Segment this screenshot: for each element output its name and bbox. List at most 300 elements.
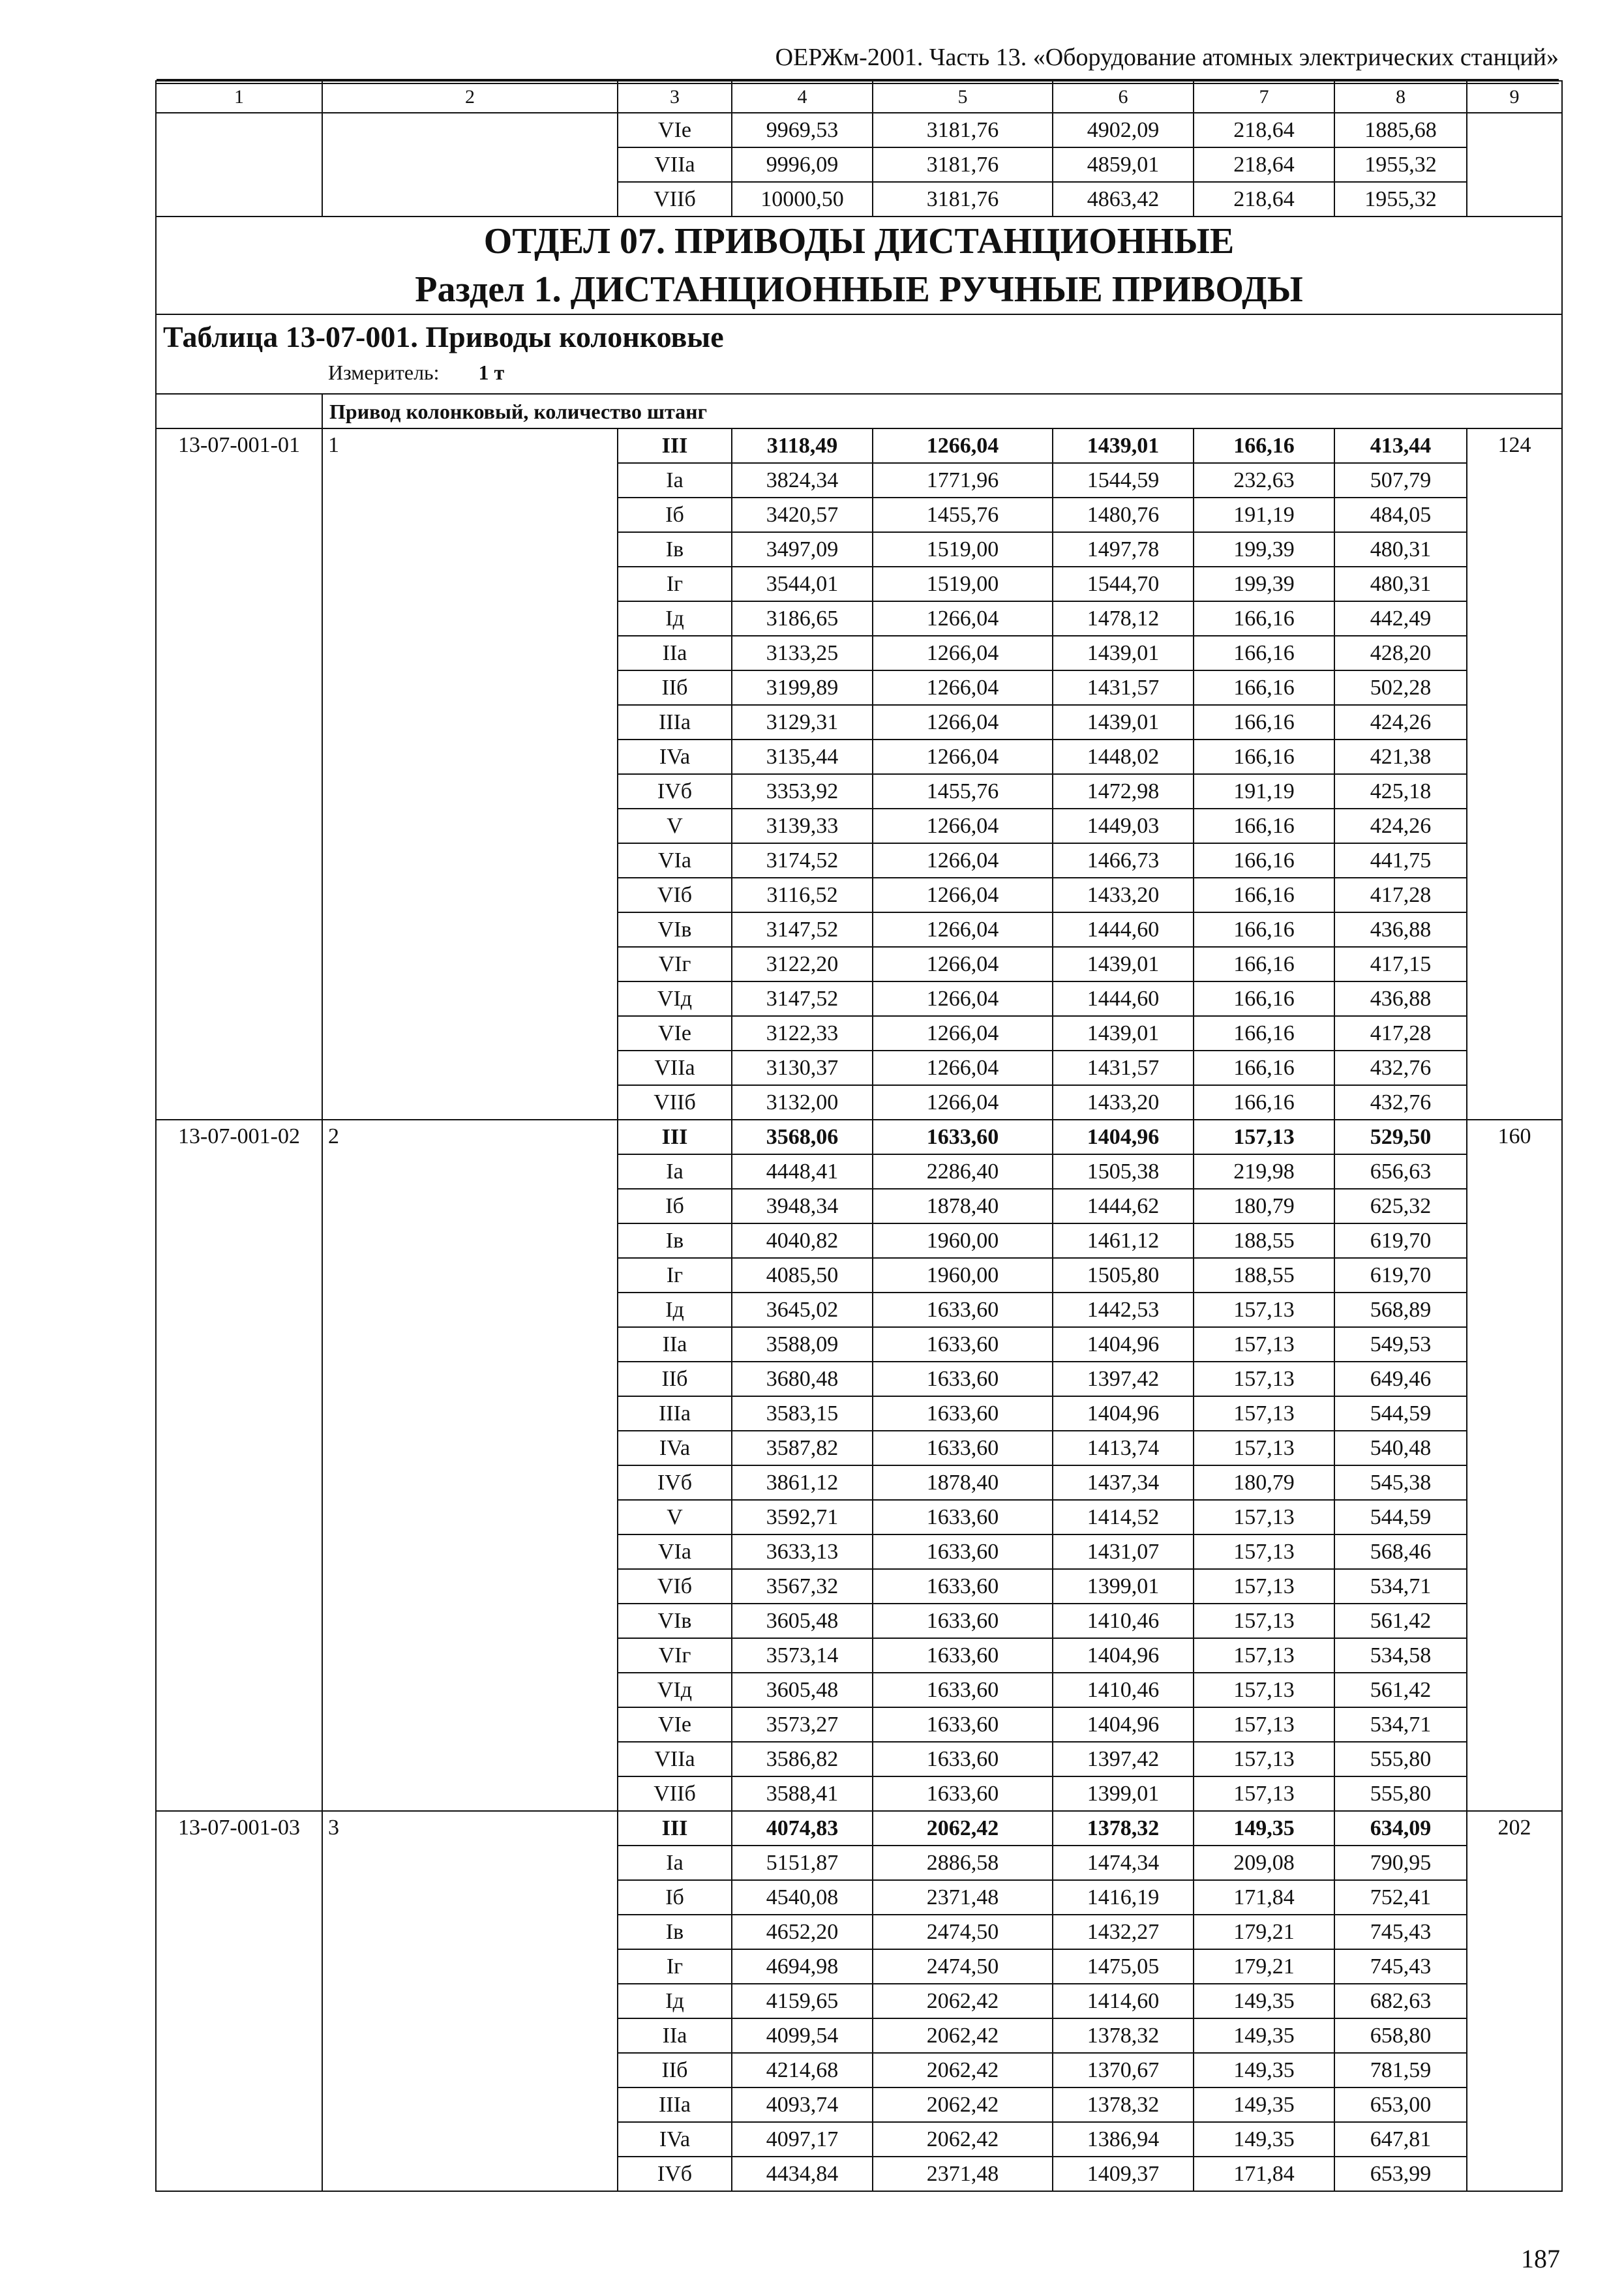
value-cell: 544,59	[1334, 1500, 1467, 1534]
value-cell: 4540,08	[732, 1880, 873, 1915]
value-cell: 1266,04	[873, 878, 1053, 912]
value-cell: 171,84	[1194, 1880, 1334, 1915]
value-cell: 218,64	[1194, 113, 1334, 147]
zone-cell: Iв	[618, 532, 732, 567]
value-cell: 1633,60	[873, 1362, 1053, 1396]
table-title-cell	[156, 314, 1562, 394]
quantity-cell: 3	[322, 1811, 618, 2191]
quantity-cell	[322, 113, 618, 217]
value-cell: 188,55	[1194, 1223, 1334, 1258]
value-cell: 2062,42	[873, 2087, 1053, 2122]
price-table	[155, 80, 1563, 2192]
table-title-row	[156, 314, 1562, 394]
value-cell: 442,49	[1334, 601, 1467, 636]
value-cell: 1266,04	[873, 981, 1053, 1016]
value-cell: 149,35	[1194, 2122, 1334, 2157]
value-cell: 3139,33	[732, 809, 873, 843]
zone-cell: IIIa	[618, 2087, 732, 2122]
value-cell: 1266,04	[873, 912, 1053, 947]
value-cell: 219,98	[1194, 1154, 1334, 1189]
value-cell: 3186,65	[732, 601, 873, 636]
zone-cell: VIa	[618, 1534, 732, 1569]
value-cell: 1885,68	[1334, 113, 1467, 147]
value-cell: 3645,02	[732, 1293, 873, 1327]
value-cell: 1410,46	[1053, 1673, 1194, 1707]
value-cell: 166,16	[1194, 981, 1334, 1016]
value-cell: 1442,53	[1053, 1293, 1194, 1327]
zone-cell: IIa	[618, 636, 732, 670]
value-cell: 2371,48	[873, 1880, 1053, 1915]
value-cell: 157,13	[1194, 1776, 1334, 1811]
value-cell: 166,16	[1194, 740, 1334, 774]
value-cell: 199,39	[1194, 567, 1334, 601]
value-cell: 1444,62	[1053, 1189, 1194, 1223]
zone-cell: VIIб	[618, 1776, 732, 1811]
zone-cell: VIe	[618, 1707, 732, 1742]
value-cell: 3147,52	[732, 912, 873, 947]
zone-cell: Iб	[618, 1189, 732, 1223]
value-cell: 421,38	[1334, 740, 1467, 774]
value-cell: 507,79	[1334, 463, 1467, 498]
zone-cell: VIб	[618, 1569, 732, 1604]
zone-cell: Iд	[618, 1293, 732, 1327]
value-cell: 191,19	[1194, 774, 1334, 809]
value-cell: 436,88	[1334, 981, 1467, 1016]
value-cell: 9996,09	[732, 147, 873, 182]
value-cell: 417,28	[1334, 878, 1467, 912]
value-cell: 4085,50	[732, 1258, 873, 1293]
value-cell: 625,32	[1334, 1189, 1467, 1223]
value-cell: 561,42	[1334, 1604, 1467, 1638]
value-cell: 424,26	[1334, 705, 1467, 740]
value-cell: 1633,60	[873, 1673, 1053, 1707]
value-cell: 2062,42	[873, 2053, 1053, 2087]
zone-cell: Ia	[618, 463, 732, 498]
value-cell: 1266,04	[873, 601, 1053, 636]
value-cell: 1633,60	[873, 1396, 1053, 1431]
value-cell: 4097,17	[732, 2122, 873, 2157]
value-cell: 157,13	[1194, 1396, 1334, 1431]
value-cell: 166,16	[1194, 1051, 1334, 1085]
value-cell: 502,28	[1334, 670, 1467, 705]
value-cell: 745,43	[1334, 1915, 1467, 1949]
value-cell: 1404,96	[1053, 1396, 1194, 1431]
value-cell: 1266,04	[873, 670, 1053, 705]
value-cell: 656,63	[1334, 1154, 1467, 1189]
value-cell: 166,16	[1194, 670, 1334, 705]
value-cell: 218,64	[1194, 147, 1334, 182]
value-cell: 1444,60	[1053, 912, 1194, 947]
value-cell: 3129,31	[732, 705, 873, 740]
code-cell	[156, 113, 322, 217]
value-cell: 484,05	[1334, 498, 1467, 532]
value-cell: 4099,54	[732, 2018, 873, 2053]
value-cell: 4448,41	[732, 1154, 873, 1189]
zone-cell: Iд	[618, 1984, 732, 2018]
value-cell: 540,48	[1334, 1431, 1467, 1465]
value-cell: 179,21	[1194, 1915, 1334, 1949]
value-cell: 4863,42	[1053, 182, 1194, 217]
code-cell: 13-07-001-02	[156, 1120, 322, 1811]
value-cell: 1413,74	[1053, 1431, 1194, 1465]
value-cell: 2062,42	[873, 1984, 1053, 2018]
value-cell: 157,13	[1194, 1500, 1334, 1534]
unit-line	[328, 355, 1561, 389]
zone-cell: III	[618, 428, 732, 463]
value-cell: 441,75	[1334, 843, 1467, 878]
value-cell: 166,16	[1194, 636, 1334, 670]
value-cell: 568,89	[1334, 1293, 1467, 1327]
value-cell: 1771,96	[873, 463, 1053, 498]
value-cell: 1404,96	[1053, 1327, 1194, 1362]
value-cell: 1633,60	[873, 1604, 1053, 1638]
value-cell: 3568,06	[732, 1120, 873, 1154]
value-cell: 4093,74	[732, 2087, 873, 2122]
value-cell: 790,95	[1334, 1846, 1467, 1880]
value-cell: 1466,73	[1053, 843, 1194, 878]
value-cell: 1955,32	[1334, 147, 1467, 182]
value-cell: 425,18	[1334, 774, 1467, 809]
value-cell: 166,16	[1194, 878, 1334, 912]
value-cell: 4040,82	[732, 1223, 873, 1258]
value-cell: 1266,04	[873, 809, 1053, 843]
value-cell: 4859,01	[1053, 147, 1194, 182]
zone-cell: IVa	[618, 1431, 732, 1465]
value-cell: 157,13	[1194, 1120, 1334, 1154]
value-cell: 3573,27	[732, 1707, 873, 1742]
value-cell: 1266,04	[873, 843, 1053, 878]
value-cell: 428,20	[1334, 636, 1467, 670]
value-cell: 3948,34	[732, 1189, 873, 1223]
value-cell: 1960,00	[873, 1223, 1053, 1258]
column-number-cell: 3	[618, 81, 732, 113]
value-cell: 561,42	[1334, 1673, 1467, 1707]
value-cell: 1505,80	[1053, 1258, 1194, 1293]
table-row	[156, 428, 1562, 463]
value-cell: 2886,58	[873, 1846, 1053, 1880]
value-cell: 555,80	[1334, 1742, 1467, 1776]
zone-cell: Iг	[618, 1258, 732, 1293]
value-cell: 1416,19	[1053, 1880, 1194, 1915]
value-cell: 3592,71	[732, 1500, 873, 1534]
value-cell: 4694,98	[732, 1949, 873, 1984]
value-cell: 619,70	[1334, 1223, 1467, 1258]
value-cell: 1410,46	[1053, 1604, 1194, 1638]
zone-cell: VIIa	[618, 1051, 732, 1085]
value-cell: 2062,42	[873, 2122, 1053, 2157]
value-cell: 1633,60	[873, 1569, 1053, 1604]
value-cell: 1455,76	[873, 774, 1053, 809]
zone-cell: Ia	[618, 1154, 732, 1189]
column-number-cell: 6	[1053, 81, 1194, 113]
value-cell: 549,53	[1334, 1327, 1467, 1362]
value-cell: 1480,76	[1053, 498, 1194, 532]
value-cell: 4902,09	[1053, 113, 1194, 147]
value-cell: 3122,20	[732, 947, 873, 981]
value-cell: 1472,98	[1053, 774, 1194, 809]
zone-cell: III	[618, 1811, 732, 1846]
value-cell: 555,80	[1334, 1776, 1467, 1811]
value-cell: 1431,57	[1053, 670, 1194, 705]
value-cell: 1448,02	[1053, 740, 1194, 774]
value-cell: 1433,20	[1053, 878, 1194, 912]
value-cell: 1266,04	[873, 636, 1053, 670]
value-cell: 1461,12	[1053, 1223, 1194, 1258]
value-cell: 781,59	[1334, 2053, 1467, 2087]
value-cell: 157,13	[1194, 1707, 1334, 1742]
col9-cell: 202	[1467, 1811, 1562, 2191]
value-cell: 1439,01	[1053, 705, 1194, 740]
value-cell: 1633,60	[873, 1293, 1053, 1327]
value-cell: 1497,78	[1053, 532, 1194, 567]
header-title: ОЕРЖм-2001. Часть 13. «Оборудование атомных электрических станций»	[775, 44, 1559, 71]
value-cell: 432,76	[1334, 1051, 1467, 1085]
value-cell: 3497,09	[732, 532, 873, 567]
value-cell: 166,16	[1194, 428, 1334, 463]
value-cell: 752,41	[1334, 1880, 1467, 1915]
value-cell: 157,13	[1194, 1327, 1334, 1362]
value-cell: 1633,60	[873, 1707, 1053, 1742]
zone-cell: V	[618, 1500, 732, 1534]
value-cell: 179,21	[1194, 1949, 1334, 1984]
zone-cell: VIв	[618, 912, 732, 947]
value-cell: 3181,76	[873, 182, 1053, 217]
value-cell: 209,08	[1194, 1846, 1334, 1880]
value-cell: 544,59	[1334, 1396, 1467, 1431]
value-cell: 166,16	[1194, 705, 1334, 740]
value-cell: 1266,04	[873, 1085, 1053, 1120]
value-cell: 3573,14	[732, 1638, 873, 1673]
column-number-cell: 9	[1467, 81, 1562, 113]
value-cell: 2062,42	[873, 1811, 1053, 1846]
value-cell: 4652,20	[732, 1915, 873, 1949]
table-row	[156, 113, 1562, 147]
value-cell: 3135,44	[732, 740, 873, 774]
value-cell: 166,16	[1194, 1085, 1334, 1120]
value-cell: 647,81	[1334, 2122, 1467, 2157]
col9-cell	[1467, 113, 1562, 217]
value-cell: 658,80	[1334, 2018, 1467, 2053]
value-cell: 157,13	[1194, 1742, 1334, 1776]
unit-label: Измеритель:	[328, 361, 440, 384]
value-cell: 157,13	[1194, 1293, 1334, 1327]
zone-cell: Iб	[618, 498, 732, 532]
value-cell: 2062,42	[873, 2018, 1053, 2053]
value-cell: 3587,82	[732, 1431, 873, 1465]
value-cell: 480,31	[1334, 532, 1467, 567]
value-cell: 1474,34	[1053, 1846, 1194, 1880]
zone-cell: VIIa	[618, 1742, 732, 1776]
value-cell: 3353,92	[732, 774, 873, 809]
value-cell: VIe	[618, 113, 732, 147]
value-cell: 3132,00	[732, 1085, 873, 1120]
value-cell: 166,16	[1194, 947, 1334, 981]
value-cell: 3544,01	[732, 567, 873, 601]
unit-value: 1 т	[478, 361, 505, 384]
value-cell: 1633,60	[873, 1776, 1053, 1811]
value-cell: 3567,32	[732, 1569, 873, 1604]
value-cell: 4074,83	[732, 1811, 873, 1846]
value-cell: 9969,53	[732, 113, 873, 147]
value-cell: VIIa	[618, 147, 732, 182]
value-cell: 166,16	[1194, 1016, 1334, 1051]
value-cell: 745,43	[1334, 1949, 1467, 1984]
col9-cell: 124	[1467, 428, 1562, 1120]
page-number: 187	[1521, 2244, 1560, 2273]
value-cell: 3605,48	[732, 1604, 873, 1638]
column-number-cell: 5	[873, 81, 1053, 113]
value-cell: 3199,89	[732, 670, 873, 705]
value-cell: 171,84	[1194, 2157, 1334, 2191]
value-cell: 1397,42	[1053, 1362, 1194, 1396]
value-cell: 1437,34	[1053, 1465, 1194, 1500]
value-cell: 1431,07	[1053, 1534, 1194, 1569]
value-cell: 1955,32	[1334, 182, 1467, 217]
value-cell: 1960,00	[873, 1258, 1053, 1293]
zone-cell: VIe	[618, 1016, 732, 1051]
value-cell: 480,31	[1334, 567, 1467, 601]
column-number-cell: 2	[322, 81, 618, 113]
value-cell: 1378,32	[1053, 1811, 1194, 1846]
value-cell: 149,35	[1194, 1984, 1334, 2018]
zone-cell: VIг	[618, 947, 732, 981]
value-cell: 1386,94	[1053, 2122, 1194, 2157]
value-cell: 2286,40	[873, 1154, 1053, 1189]
table-row	[156, 1811, 1562, 1846]
value-cell: 534,58	[1334, 1638, 1467, 1673]
value-cell: 3130,37	[732, 1051, 873, 1085]
value-cell: 1633,60	[873, 1742, 1053, 1776]
zone-cell: IIIa	[618, 705, 732, 740]
value-cell: 149,35	[1194, 2018, 1334, 2053]
section-title	[156, 217, 1562, 314]
value-cell: 1519,00	[873, 532, 1053, 567]
value-cell: 1633,60	[873, 1327, 1053, 1362]
code-cell: 13-07-001-03	[156, 1811, 322, 2191]
value-cell: 157,13	[1194, 1604, 1334, 1638]
value-cell: 3588,41	[732, 1776, 873, 1811]
value-cell: 3586,82	[732, 1742, 873, 1776]
value-cell: 545,38	[1334, 1465, 1467, 1500]
value-cell: 424,26	[1334, 809, 1467, 843]
zone-cell: IVб	[618, 1465, 732, 1500]
value-cell: 653,99	[1334, 2157, 1467, 2191]
table-description: Привод колонковый, количество штанг	[322, 394, 1562, 428]
value-cell: 1633,60	[873, 1120, 1053, 1154]
value-cell: 1414,52	[1053, 1500, 1194, 1534]
value-cell: 1404,96	[1053, 1707, 1194, 1742]
value-cell: 218,64	[1194, 182, 1334, 217]
zone-cell: Iв	[618, 1223, 732, 1258]
value-cell: 157,13	[1194, 1362, 1334, 1396]
table-row	[156, 1120, 1562, 1154]
zone-cell: IVб	[618, 774, 732, 809]
value-cell: 417,15	[1334, 947, 1467, 981]
value-cell: 1475,05	[1053, 1949, 1194, 1984]
value-cell: 3680,48	[732, 1362, 873, 1396]
value-cell: 1378,32	[1053, 2087, 1194, 2122]
value-cell: 3174,52	[732, 843, 873, 878]
quantity-cell: 1	[322, 428, 618, 1120]
value-cell: 568,46	[1334, 1534, 1467, 1569]
value-cell: 619,70	[1334, 1258, 1467, 1293]
value-cell: 4159,65	[732, 1984, 873, 2018]
value-cell: 4434,84	[732, 2157, 873, 2191]
zone-cell: IIa	[618, 2018, 732, 2053]
value-cell: 232,63	[1194, 463, 1334, 498]
value-cell: 3181,76	[873, 113, 1053, 147]
zone-cell: IIIa	[618, 1396, 732, 1431]
zone-cell: IVa	[618, 740, 732, 774]
value-cell: 534,71	[1334, 1707, 1467, 1742]
value-cell: 3122,33	[732, 1016, 873, 1051]
value-cell: 1404,96	[1053, 1638, 1194, 1673]
value-cell: 649,46	[1334, 1362, 1467, 1396]
value-cell: 1633,60	[873, 1534, 1053, 1569]
value-cell: 3824,34	[732, 463, 873, 498]
col9-cell: 160	[1467, 1120, 1562, 1811]
value-cell: 157,13	[1194, 1431, 1334, 1465]
value-cell: 3181,76	[873, 147, 1053, 182]
value-cell: 417,28	[1334, 1016, 1467, 1051]
value-cell: 1409,37	[1053, 2157, 1194, 2191]
zone-cell: VIб	[618, 878, 732, 912]
value-cell: 3605,48	[732, 1673, 873, 1707]
zone-cell: IIa	[618, 1327, 732, 1362]
value-cell: 1404,96	[1053, 1120, 1194, 1154]
value-cell: 634,09	[1334, 1811, 1467, 1846]
value-cell: 188,55	[1194, 1258, 1334, 1293]
zone-cell: IVa	[618, 2122, 732, 2157]
value-cell: 682,63	[1334, 1984, 1467, 2018]
running-header	[157, 38, 1559, 77]
zone-cell: Iб	[618, 1880, 732, 1915]
value-cell: 1633,60	[873, 1500, 1053, 1534]
value-cell: 3133,25	[732, 636, 873, 670]
value-cell: 1266,04	[873, 428, 1053, 463]
value-cell: 1439,01	[1053, 636, 1194, 670]
value-cell: 3633,13	[732, 1534, 873, 1569]
section-heading: Раздел 1. ДИСТАНЦИОННЫЕ РУЧНЫЕ ПРИВОДЫ	[415, 269, 1303, 310]
value-cell: 2371,48	[873, 2157, 1053, 2191]
zone-cell: Ia	[618, 1846, 732, 1880]
value-cell: 3147,52	[732, 981, 873, 1016]
value-cell: 1439,01	[1053, 947, 1194, 981]
value-cell: 157,13	[1194, 1534, 1334, 1569]
value-cell: 436,88	[1334, 912, 1467, 947]
value-cell: 3420,57	[732, 498, 873, 532]
value-cell: 1544,70	[1053, 567, 1194, 601]
value-cell: 1266,04	[873, 705, 1053, 740]
zone-cell: Iв	[618, 1915, 732, 1949]
value-cell: 2474,50	[873, 1915, 1053, 1949]
value-cell: 2474,50	[873, 1949, 1053, 1984]
column-number-cell: 8	[1334, 81, 1467, 113]
value-cell: 4214,68	[732, 2053, 873, 2087]
value-cell: 157,13	[1194, 1673, 1334, 1707]
value-cell: 1505,38	[1053, 1154, 1194, 1189]
value-cell: 191,19	[1194, 498, 1334, 532]
value-cell: 1432,27	[1053, 1915, 1194, 1949]
zone-cell: Iд	[618, 601, 732, 636]
value-cell: 1478,12	[1053, 601, 1194, 636]
value-cell: 1439,01	[1053, 1016, 1194, 1051]
value-cell: 1439,01	[1053, 428, 1194, 463]
zone-cell: VIв	[618, 1604, 732, 1638]
zone-cell: IVб	[618, 2157, 732, 2191]
value-cell: 1378,32	[1053, 2018, 1194, 2053]
value-cell: 1399,01	[1053, 1776, 1194, 1811]
